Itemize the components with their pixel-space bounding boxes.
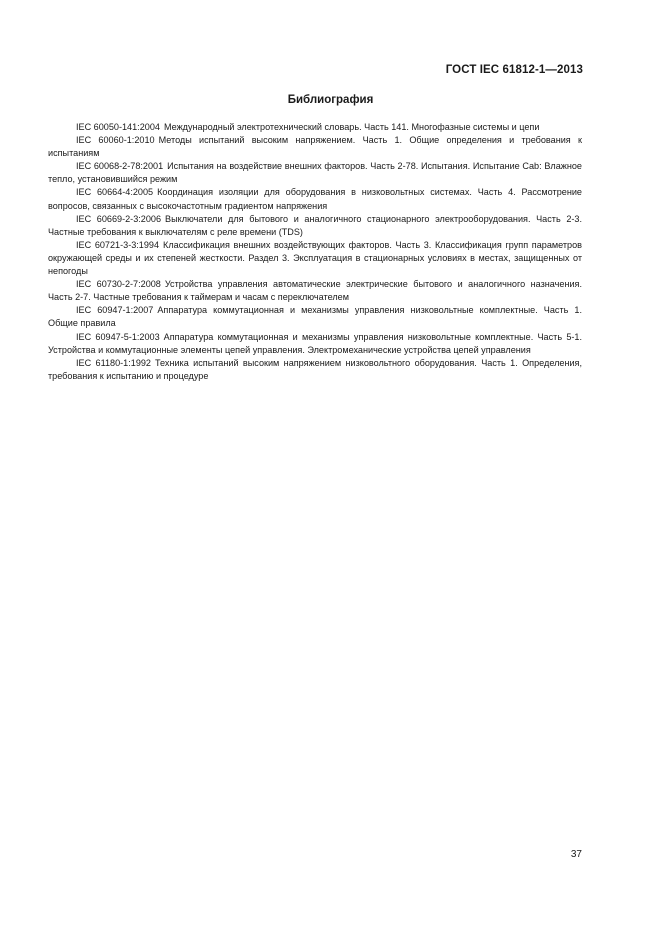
standard-title: Методы испытаний высоким напряжением. Часть 1. Общие определения и требования к испытаниям [48, 135, 582, 159]
standard-title: Устройства управления автоматические электрические бытового и аналогичного назначения. Часть 2-7. Частные требования к таймерам и часам с переключателем [48, 279, 582, 303]
bibliography-entry [48, 278, 582, 304]
standard-code: IEC 61180-1:1992 [76, 357, 151, 368]
bibliography-entry [48, 134, 582, 160]
bibliography-list [48, 121, 582, 383]
standard-title: Классификация внешних воздействующих факторов. Часть 3. Классификация групп параметров окружающей среды и их степеней жесткости. Раздел 3. Эксплуатация в стационарных условиях в местах, защищенных от непогоды [48, 239, 583, 277]
document-code: ГОСТ IEC 61812-1—2013 [445, 64, 583, 76]
standard-title: Техника испытаний высоким напряжением низковольтного оборудования. Часть 1. Определения, требования к испытанию и процедуре [48, 357, 583, 381]
bibliography-entry [48, 186, 582, 212]
standard-code: IEC 60068-2-78:2001 [76, 161, 164, 172]
standard-code: IEC 60947-5-1:2003 [76, 331, 160, 342]
standard-title: Выключатели для бытового и аналогичного стационарного электрооборудования. Часть 2-3. Частные требования к выключателям с реле времени (TDS) [48, 213, 582, 237]
standard-title: Испытания на воздействие внешних факторов. Часть 2-78. Испытания. Испытание Cab: Влажное тепло, установившийся режим [48, 161, 582, 185]
standard-code: IEC 60669-2-3:2006 [76, 213, 162, 224]
standard-title: Международный электротехнический словарь. Часть 141. Многофазные системы и цепи [163, 122, 540, 132]
bibliography-entry [48, 213, 582, 239]
bibliography-entry [48, 160, 582, 186]
standard-title: Координация изоляции для оборудования в низковольтных системах. Часть 4. Рассмотрение вопросов, связанных с высокочастотным градиентом напряжения [48, 187, 582, 211]
standard-code: IEC 60947-1:2007 [76, 305, 154, 316]
bibliography-entry [48, 239, 582, 278]
bibliography-entry [48, 121, 582, 134]
bibliography-entry [48, 304, 582, 330]
section-title: Библиография [287, 94, 374, 106]
page-number: 37 [570, 849, 582, 860]
standard-code: IEC 60664-4:2005 [76, 187, 154, 198]
standard-title: Аппаратура коммутационная и механизмы управления низковольтные комплектные. Часть 1. Общие правила [48, 305, 582, 329]
bibliography-entry [48, 357, 582, 383]
standard-code: IEC 60730-2-7:2008 [76, 279, 161, 290]
standard-code: IEC 60060-1:2010 [76, 135, 155, 146]
standard-title: Аппаратура коммутационная и механизмы управления низковольтные комплектные. Часть 5-1. Устройства и коммутационные элементы цепей управления. Электромеханические устройства цепей управления [48, 331, 582, 355]
bibliography-entry [48, 331, 582, 357]
standard-code: IEC 60050-141:2004 [76, 122, 160, 132]
standard-code: IEC 60721-3-3:1994 [76, 239, 160, 250]
